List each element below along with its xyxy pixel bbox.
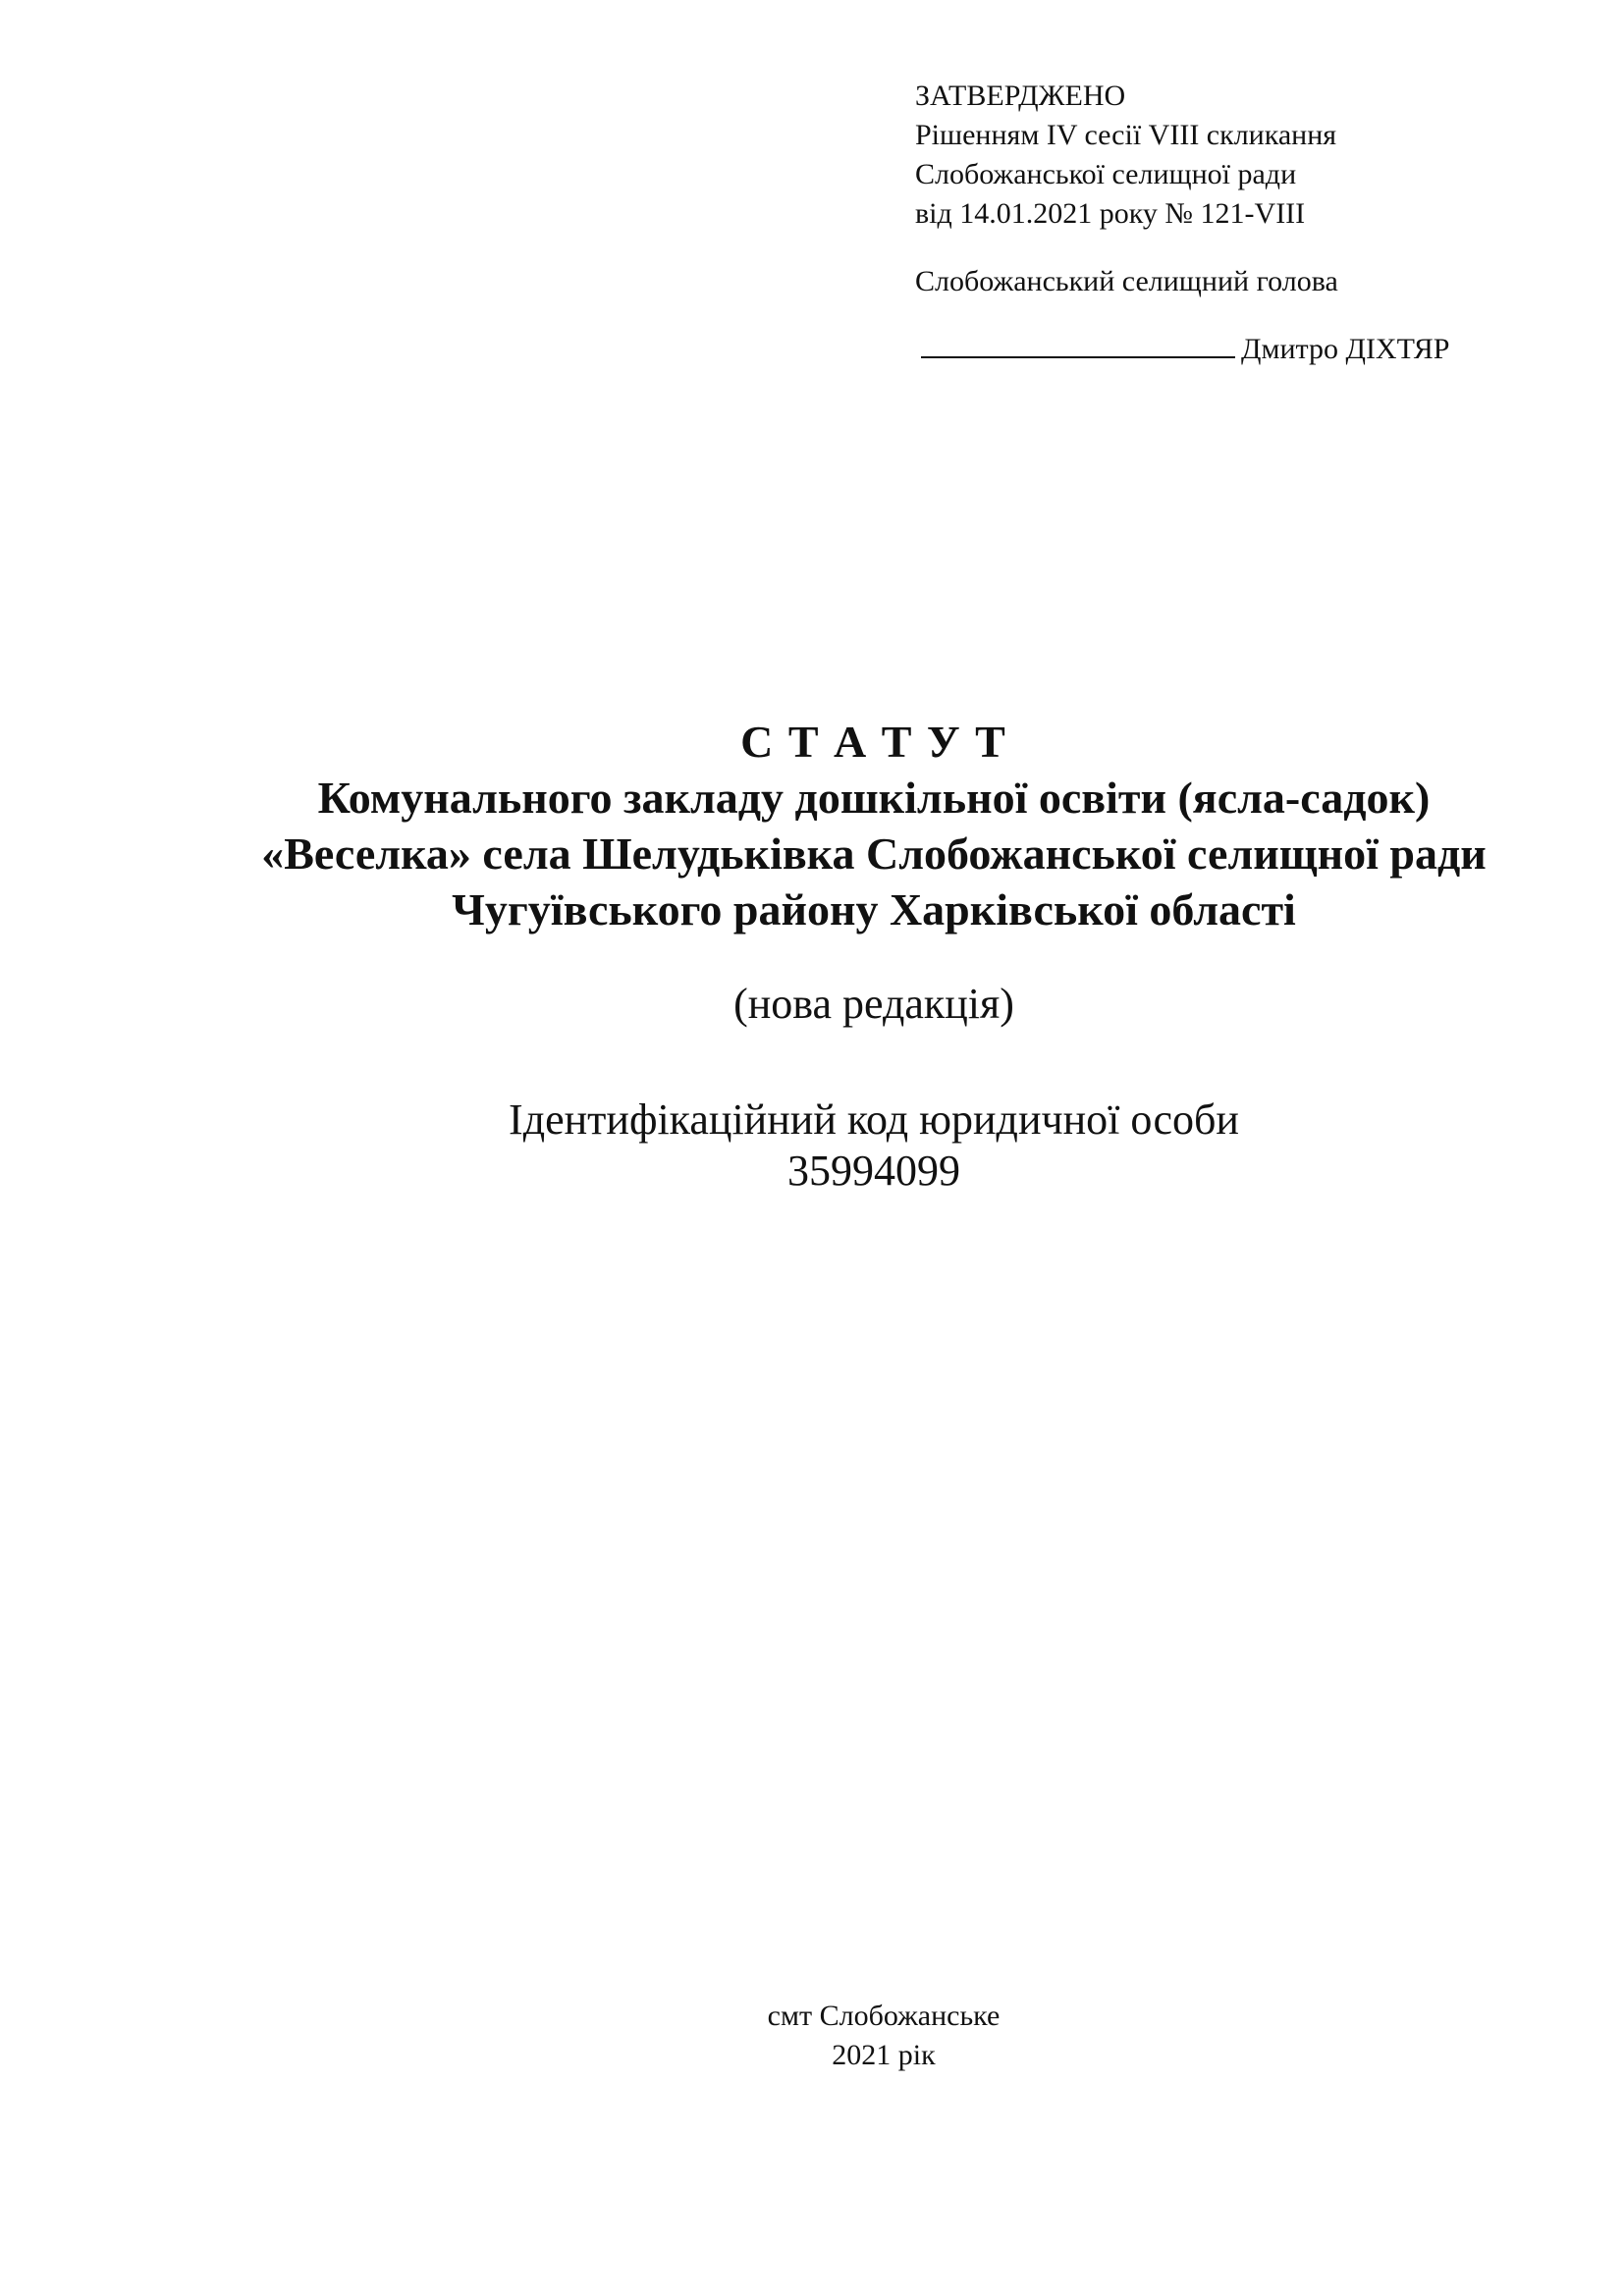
decision-line: Рішенням IV сесії VIII скликання [915,119,1337,151]
title-block [147,715,1600,1197]
signature-line [915,330,1543,369]
approval-spacer [915,234,1543,262]
document-title: С Т А Т У Т [740,717,1007,767]
footer-place: смт Слобожанське [767,2000,1001,2032]
institution-name-line-2: «Веселка» села Шелудьківка Слобожанської селищної ради [261,828,1487,879]
approval-stamp: ЗАТВЕРДЖЕНО [915,80,1126,112]
footer-year: 2021 рік [832,2039,936,2071]
head-name: Дмитро ДІХТЯР [1241,333,1450,365]
id-code-label: Ідентифікаційний код юридичної особи [509,1095,1239,1144]
footer [677,1997,1090,2075]
institution-name-line-3: Чугуївського району Харківської області [452,884,1296,934]
signature-underline [921,331,1235,358]
id-code-value: 35994099 [787,1147,960,1195]
approval-block [915,77,1543,369]
council-line: Слобожанської селищної ради [915,158,1297,190]
head-title: Слобожанський селищний голова [915,265,1338,297]
edition-note: (нова редакція) [733,980,1014,1028]
decision-date-line: від 14.01.2021 року № 121-VIII [915,197,1306,230]
institution-name-line-1: Комунального закладу дошкільної освіти (ясла-садок) [317,773,1431,823]
